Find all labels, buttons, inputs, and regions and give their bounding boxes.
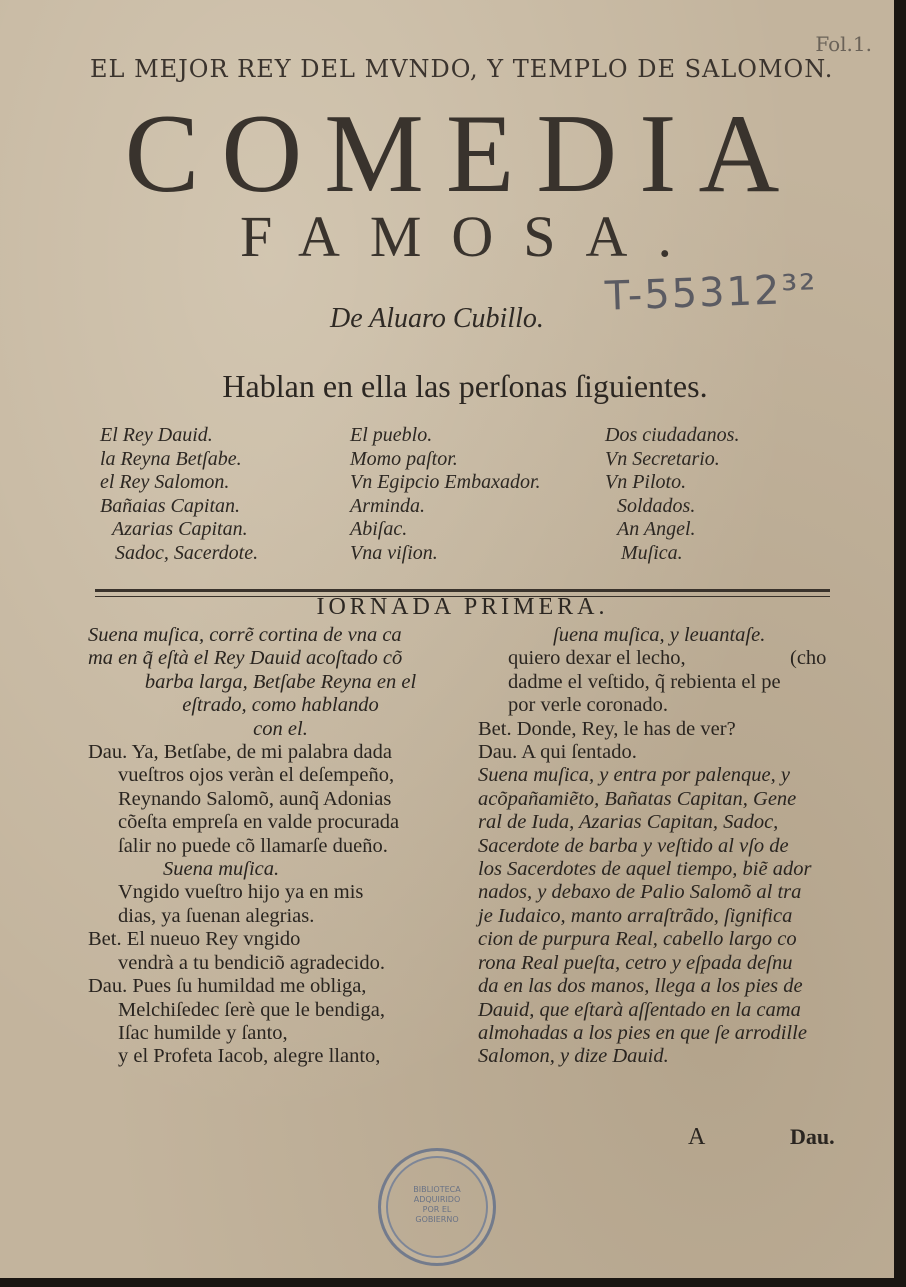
cast-entry: El Rey Dauid.	[100, 424, 213, 446]
verse-line: vueſtros ojos veràn el deſempeño,	[118, 764, 395, 787]
cast-entry: Vn Piloto.	[605, 471, 687, 493]
text-column-right	[478, 624, 848, 1069]
running-title: EL MEJOR REY DEL MVNDO, Y TEMPLO DE SALOMON.	[90, 55, 834, 83]
library-stamp	[378, 1148, 496, 1266]
stage-direction: Salomon, y dize Dauid.	[478, 1045, 669, 1068]
cast-entry: el Rey Salomon.	[100, 471, 230, 493]
verse-line: Reynando Salomõ, aunq̃ Adonias	[118, 787, 392, 810]
stage-direction: con el.	[253, 717, 308, 740]
author-line: De Aluaro Cubillo.	[330, 303, 544, 334]
cast-entry: Vn Egipcio Embaxador.	[350, 471, 541, 493]
verse-line: dias, ya ſuenan alegrias.	[118, 904, 315, 927]
act-heading: IORNADA PRIMERA.	[316, 594, 609, 620]
verse-line: dadme el veſtido, q̃ rebienta el pe	[508, 670, 781, 693]
cast-entry: An Angel.	[617, 518, 696, 540]
stamp-line: GOBIERNO	[415, 1215, 459, 1224]
verse-line: por verle coronado.	[508, 694, 668, 717]
verse-line: Melchiſedec ſerè que le bendiga,	[118, 998, 385, 1021]
stage-direction: cion de purpura Real, cabello largo co	[478, 928, 797, 951]
stage-direction: almohadas a los pies en que ſe arrodille	[478, 1021, 807, 1044]
library-shelfmark: T-55312³²	[604, 266, 819, 320]
stamp-line: ADQUIRIDO	[413, 1195, 461, 1204]
stage-direction: ma en q̃ eſtà el Rey Dauid acoſtado cõ	[88, 647, 403, 670]
page-title: COMEDIA	[124, 92, 802, 216]
cast-entry: Dos ciudadanos.	[605, 424, 740, 446]
stage-direction: nados, y debaxo de Palio Salomõ al tra	[478, 881, 802, 904]
verse-line	[478, 647, 848, 670]
cast-entry: la Reyna Betſabe.	[100, 447, 242, 470]
cast-entry: Vn Secretario.	[605, 447, 720, 470]
cast-entry: Muſica.	[621, 541, 683, 564]
cast-column-1	[100, 424, 258, 565]
stage-direction: ſuena muſica, y leuantaſe.	[553, 624, 766, 646]
catchword: Dau.	[790, 1124, 835, 1149]
cast-column-2	[350, 424, 541, 565]
page-subtitle: FAMOSA.	[240, 204, 702, 269]
cast-entry: Azarias Capitan.	[112, 518, 248, 540]
stage-direction: Sacerdote de barba y veſtido al vſo de	[478, 834, 789, 857]
verse-line: Bet. El nueuo Rey vngido	[88, 928, 301, 951]
verse-line: Dau. Ya, Betſabe, de mi palabra dada	[88, 741, 392, 764]
cast-entry: Bañaias Capitan.	[100, 494, 241, 517]
cast-entry: Vna viſion.	[350, 541, 438, 564]
verse-line: vendrà a tu bendiciõ agradecido.	[118, 951, 385, 974]
stamp-line: POR EL	[422, 1205, 452, 1214]
verse-line: cõeſta empreſa en valde procurada	[118, 811, 400, 834]
verse-line: ſalir no puede cõ llamarſe dueño.	[118, 834, 388, 857]
folio-number: Fol.1.	[815, 32, 872, 56]
stage-direction: Suena muſica, y entra por palenque, y	[478, 764, 790, 787]
verse-line: y el Profeta Iacob, alegre llanto,	[118, 1045, 381, 1068]
stage-direction: Dauid, que eſtarà aſſentado en la cama	[478, 998, 801, 1021]
stage-direction: Suena muſica.	[163, 858, 280, 881]
verse-line: Dau. Pues ſu humildad me obliga,	[88, 975, 367, 998]
stage-direction: rona Real pueſta, cetro y eſpada deſnu	[478, 951, 793, 974]
stage-direction: acõpañamiẽto, Bañatas Capitan, Gene	[478, 787, 797, 810]
cast-heading: Hablan en ella las perſonas ſiguientes.	[222, 368, 708, 404]
verse-line: Bet. Donde, Rey, le has de ver?	[478, 717, 736, 740]
cast-entry: El pueblo.	[350, 424, 433, 446]
stamp-line: BIBLIOTECA	[413, 1185, 461, 1194]
cast-entry: Sadoc, Sacerdote.	[115, 541, 259, 564]
cast-entry: Momo paſtor.	[350, 447, 458, 470]
stage-direction: barba larga, Betſabe Reyna en el	[144, 670, 417, 693]
cast-entry: Soldados.	[617, 494, 696, 517]
verse-line: Vngido vueſtro hijo ya en mis	[118, 881, 364, 904]
margin-note: (cho	[790, 647, 827, 670]
stamp-text	[381, 1185, 493, 1225]
stage-direction: da en las dos manos, llega a los pies de	[478, 975, 803, 998]
text-column-left	[88, 624, 473, 1069]
cast-entry: Abiſac.	[350, 518, 408, 540]
stage-direction: eſtrado, como hablando	[182, 694, 379, 717]
stage-direction: los Sacerdotes de aquel tiempo, biẽ ador	[478, 858, 812, 881]
verse-line: Dau. A qui ſentado.	[478, 741, 637, 764]
stage-direction: ral de Iuda, Azarias Capitan, Sadoc,	[478, 811, 779, 834]
verse-line: Iſac humilde y ſanto,	[118, 1021, 288, 1044]
cast-column-3	[605, 424, 739, 565]
stage-direction: je Iudaico, manto arraſtrãdo, ſignifica	[478, 904, 793, 927]
cast-entry: Arminda.	[350, 494, 425, 517]
verse-text: quiero dexar el lecho,	[508, 647, 686, 670]
stage-direction: Suena muſica, corrẽ cortina de vna ca	[88, 624, 402, 646]
signature-mark: A	[688, 1124, 706, 1150]
